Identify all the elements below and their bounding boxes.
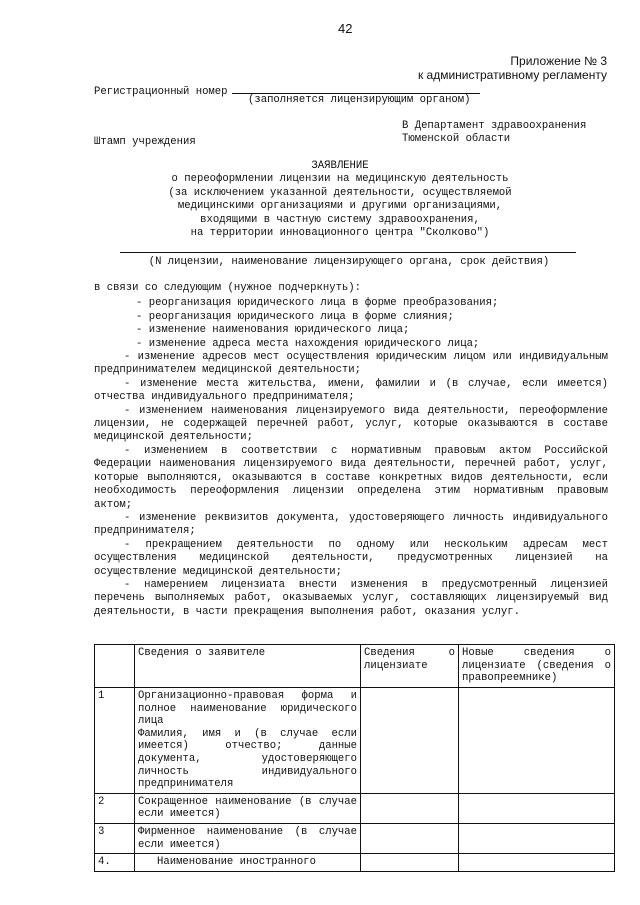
row-label-part: Организационно-правовая форма и полное наименование юридического лица xyxy=(138,690,357,728)
institution-stamp-label: Штамп учреждения xyxy=(94,136,196,148)
row-cell-licensee[interactable] xyxy=(361,793,459,823)
reason-item: - изменение адресов мест осуществления юридическим лицом или индивидуальным предпринимателем медицинской деятельности; xyxy=(94,351,608,377)
title-line: (за исключением указанной деятельности, осуществляемой xyxy=(168,186,512,199)
table-row xyxy=(95,854,615,872)
row-label: Фирменное наименование (в случае если имеется) xyxy=(135,823,361,853)
row-label-part: Фамилия, имя и (в случае если имеется) отчество; данные документа, удостоверяющего личность индивидуального предпринимателя xyxy=(138,727,357,791)
recipient-line-2: Тюменской области xyxy=(402,133,511,146)
reason-item: - изменение наименования юридического лица; xyxy=(136,324,410,337)
row-cell-licensee[interactable] xyxy=(361,823,459,853)
header-cell-licensee: Сведения о лицензиате xyxy=(361,645,459,688)
row-number: 3 xyxy=(95,823,135,853)
license-caption: (N лицензии, наименование лицензирующего органа, срок действия) xyxy=(148,256,550,268)
appendix-line-2: к административному регламенту xyxy=(417,68,607,82)
row-cell-new-info[interactable] xyxy=(459,823,615,853)
row-label: Наименование иностранного xyxy=(135,854,361,872)
row-cell-new-info[interactable] xyxy=(459,793,615,823)
title-line: на территории инновационного центра "Сколково") xyxy=(190,227,490,240)
row-label: Сокращенное наименование (в случае если имеется) xyxy=(135,793,361,823)
table-row xyxy=(95,793,615,823)
reason-item: - намерением лицензиата внести изменения в предусмотренный лицензией перечень выполняемых работ, оказываемых услуг, составляющих лицензируемый вид деятельности, в части прекращения выполнения работ, оказания услуг. xyxy=(94,578,608,618)
appendix-line-1: Приложение № 3 xyxy=(510,54,607,68)
row-cell-licensee[interactable] xyxy=(361,854,459,872)
reasons-section xyxy=(94,282,608,619)
registration-note: (заполняется лицензирующим органом) xyxy=(248,94,471,106)
table-header-row xyxy=(95,645,615,688)
table-row xyxy=(95,823,615,853)
header-cell-number xyxy=(95,645,135,688)
page-number: 42 xyxy=(338,21,353,36)
table-row xyxy=(95,688,615,794)
reason-item: - реорганизация юридического лица в форме преобразования; xyxy=(136,297,499,310)
registration-label: Регистрационный номер xyxy=(94,86,228,98)
recipient-block xyxy=(402,120,586,147)
row-number: 2 xyxy=(95,793,135,823)
reason-item: - изменение адреса места нахождения юридического лица; xyxy=(136,337,480,350)
reason-item: - изменением в соответствии с нормативным правовым актом Российской Федерации наименования лицензируемого вида деятельности, перечней работ, услуг, которые выполняются, оказываются в составе конкретных видов деятельности, если необходимость переоформления лицензии определена этим нормативным правовым актом; xyxy=(94,444,608,511)
title-line: о переоформлении лицензии на медицинскую деятельность xyxy=(171,173,509,186)
applicant-info-table xyxy=(94,644,615,872)
application-title xyxy=(94,160,586,240)
recipient-line-1: В Департамент здравоохранения xyxy=(402,120,587,132)
title-heading: ЗАЯВЛЕНИЕ xyxy=(311,160,369,172)
row-label xyxy=(135,688,361,794)
license-blank-line xyxy=(120,252,576,253)
reason-item: - изменением наименования лицензируемого вида деятельности, переоформление лицензии, не содержащей перечней работ, услуг, которые оказываются в составе медицинской деятельности; xyxy=(94,404,608,444)
row-cell-new-info[interactable] xyxy=(459,854,615,872)
appendix-note xyxy=(418,54,607,82)
title-line: входящими в частную систему здравоохранения, xyxy=(200,213,480,226)
title-line: медицинскими организациями и другими организациями, xyxy=(177,200,503,213)
header-cell-applicant: Сведения о заявителе xyxy=(135,645,361,688)
reason-item: - реорганизация юридического лица в форме слияния; xyxy=(136,310,454,323)
row-number: 1 xyxy=(95,688,135,794)
reason-item: - изменение реквизитов документа, удостоверяющего личность индивидуального предпринимателя; xyxy=(94,511,608,538)
row-cell-new-info[interactable] xyxy=(459,688,615,794)
reason-item: - изменение места жительства, имени, фамилии и (в случае, если имеется) отчества индивидуального предпринимателя; xyxy=(94,377,608,404)
row-cell-licensee[interactable] xyxy=(361,688,459,794)
reason-item: - прекращением деятельности по одному или нескольким адресам мест осуществления медицинской деятельности, предусмотренных лицензией на осуществление медицинской деятельности; xyxy=(94,538,608,578)
row-number: 4. xyxy=(95,854,135,872)
registration-blank-line xyxy=(232,82,480,94)
header-cell-new-info: Новые сведения о лицензиате (сведения о правопреемнике) xyxy=(459,645,615,688)
reasons-intro: в связи со следующим (нужное подчеркнуть): xyxy=(94,282,362,294)
